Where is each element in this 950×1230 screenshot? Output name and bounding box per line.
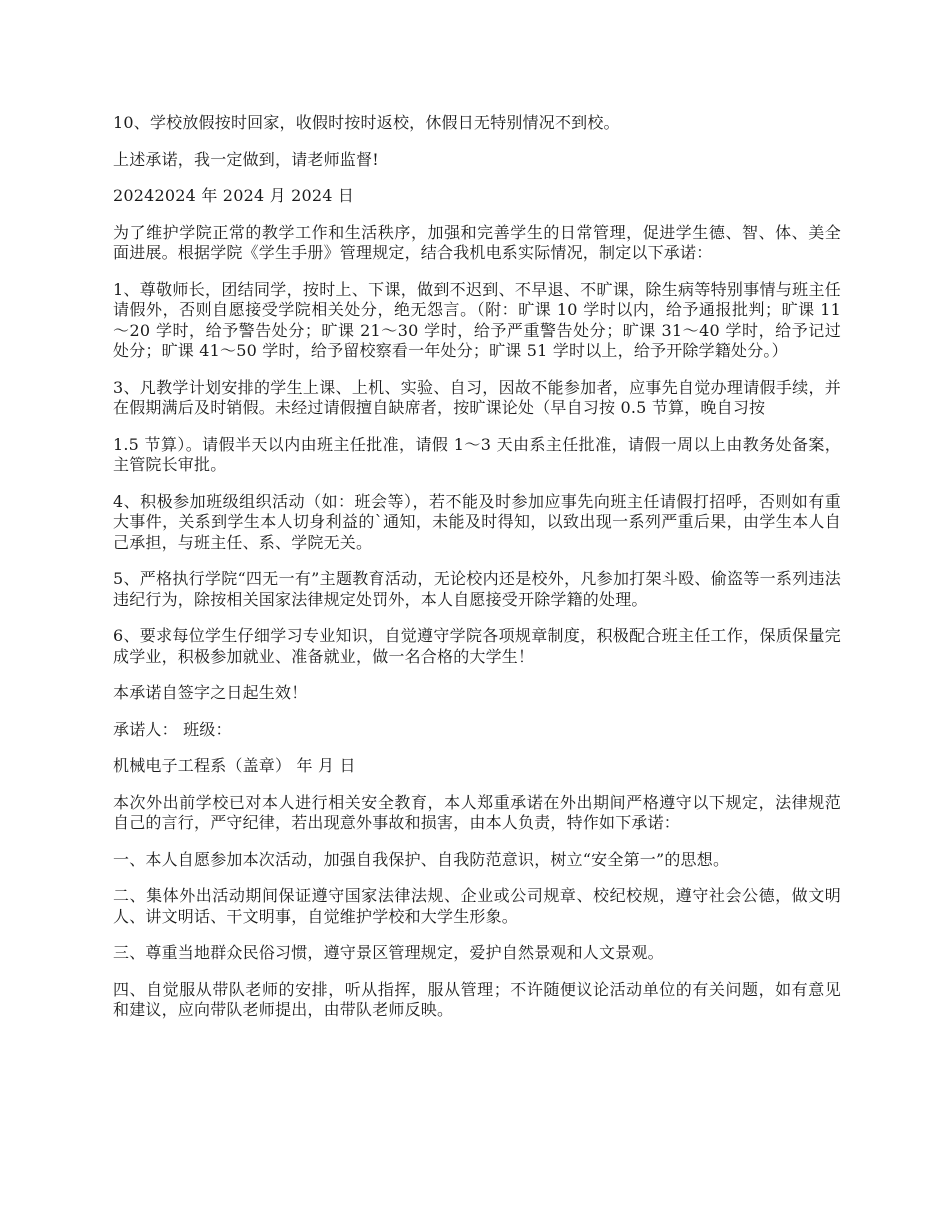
- paragraph-rule-3: 3、凡教学计划安排的学生上课、上机、实验、自习，因故不能参加者，应事先自觉办理请假手续，并在假期满后及时销假。未经过请假擅自缺席者，按旷课论处（早自习按 0.5 节算，晚自习按: [113, 377, 841, 417]
- paragraph-trip-rule-2: 二、集体外出活动期间保证遵守国家法律法规、企业或公司规章、校纪校规，遵守社会公德，做文明人、讲文明话、干文明事，自觉维护学校和大学生形象。: [113, 886, 841, 926]
- paragraph-trip-rule-1: 一、本人自愿参加本次活动，加强自我保护、自我防范意识，树立“安全第一”的思想。: [113, 849, 730, 869]
- paragraph-signer-class: 承诺人： 班级：: [113, 719, 232, 739]
- paragraph-effective: 本承诺自签字之日起生效！: [113, 683, 308, 702]
- paragraph-trip-intro: 本次外出前学校已对本人进行相关安全教育，本人郑重承诺在外出期间严格遵守以下规定，法律规范自己的言行，严守纪律，若出现意外事故和损害，由本人负责，特作如下承诺：: [113, 792, 841, 832]
- paragraph-trip-rule-4: 四、自觉服从带队老师的安排，听从指挥，服从管理；不许随便议论活动单位的有关问题，如有意见和建议，应向带队老师提出，由带队老师反映。: [113, 979, 841, 1019]
- paragraph-rule-3-continued: 1.5 节算）。请假半天以内由班主任批准，请假 1～3 天由系主任批准，请假一周以上由教务处备案，主管院长审批。: [113, 434, 841, 474]
- paragraph-date: 20242024 年 2024 月 2024 日: [113, 186, 355, 205]
- paragraph-rule-6: 6、要求每位学生仔细学习专业知识，自觉遵守学院各项规章制度，积极配合班主任工作，保质保量完成学业，积极参加就业、准备就业，做一名合格的大学生！: [113, 626, 841, 666]
- paragraph-rule-10: 10、学校放假按时回家，收假时按时返校，休假日无特别情况不到校。: [113, 113, 620, 132]
- paragraph-rule-1: 1、尊敬师长，团结同学，按时上、下课，做到不迟到、不早退、不旷课，除生病等特别事情与班主任请假外，否则自愿接受学院相关处分，绝无怨言。（附：旷课 10 学时以内，给予通报批判；旷课 11～20 学时，给予警告处分；旷课 21～30 学时，给予严重警告处分；旷课 31～40 学时，给予记过处分；旷课 41～50 学时，给予留校察看一年处分；旷课 51 学时以上，给予开除学籍处分。）: [113, 279, 841, 360]
- paragraph-trip-rule-3: 三、尊重当地群众民俗习惯，遵守景区管理规定，爱护自然景观和人文景观。: [113, 943, 664, 962]
- document-body: [113, 113, 841, 1037]
- paragraph-department-seal: 机械电子工程系（盖章） 年 月 日: [113, 756, 356, 775]
- paragraph-intro: 为了维护学院正常的教学工作和生活秩序，加强和完善学生的日常管理，促进学生德、智、体、美全面进展。根据学院《学生手册》管理规定，结合我机电系实际情况，制定以下承诺：: [113, 222, 841, 262]
- paragraph-rule-4: 4、积极参加班级组织活动（如：班会等），若不能及时参加应事先向班主任请假打招呼，否则如有重大事件，关系到学生本人切身利益的`通知，未能及时得知，以致出现一系列严重后果，由学生本人自己承担，与班主任、系、学院无关。: [113, 491, 841, 552]
- paragraph-rule-5: 5、严格执行学院“四无一有”主题教育活动，无论校内还是校外，凡参加打架斗殴、偷盗等一系列违法违纪行为，除按相关国家法律规定处罚外，本人自愿接受开除学籍的处理。: [113, 569, 841, 609]
- paragraph-pledge-closing: 上述承诺，我一定做到，请老师监督!: [113, 149, 379, 169]
